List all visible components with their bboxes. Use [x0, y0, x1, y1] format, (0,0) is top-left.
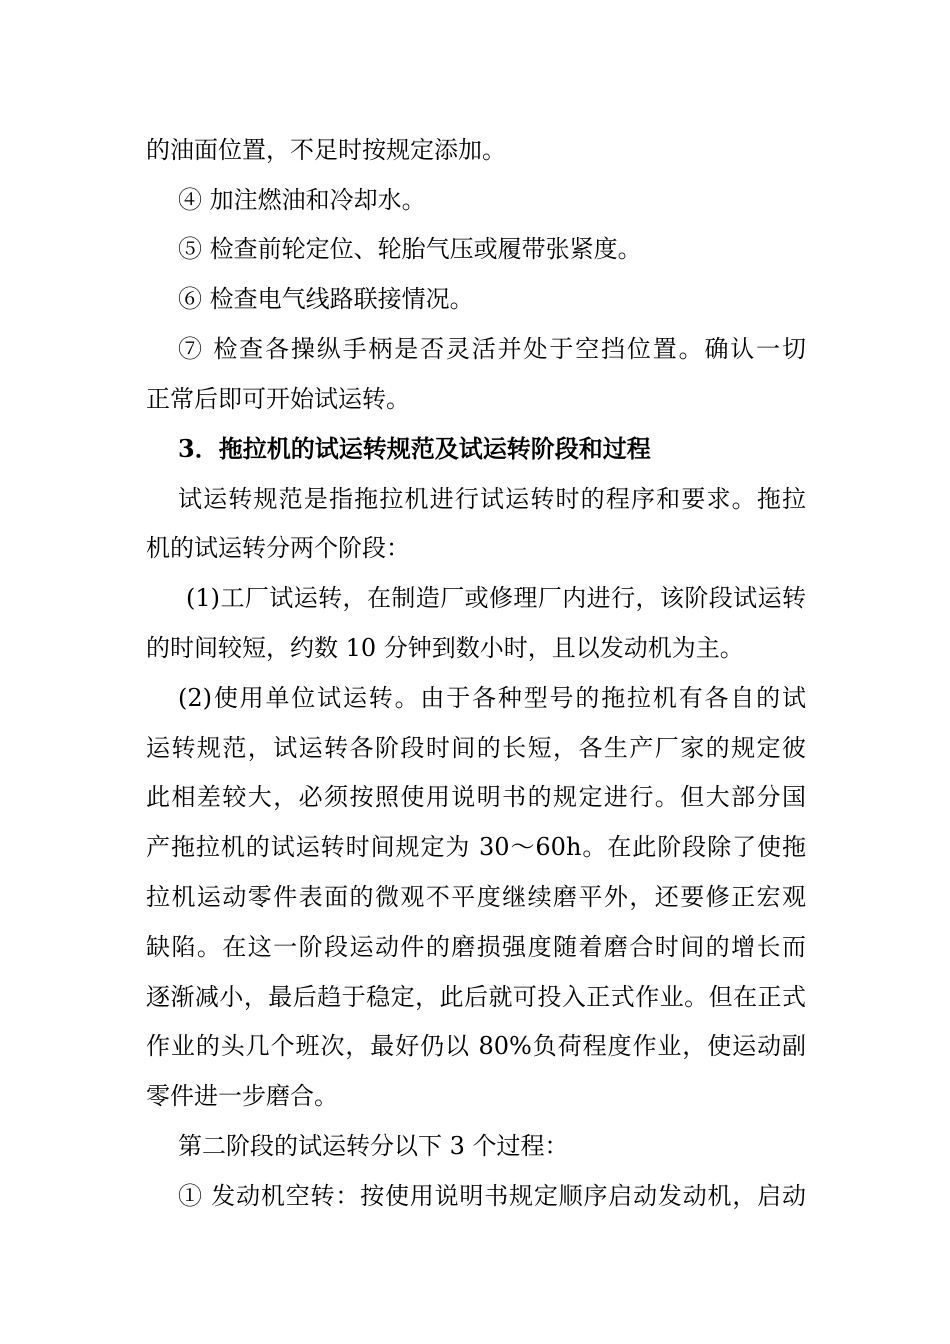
- list-item-6: ⑥ 检查电气线路联接情况。: [178, 285, 474, 313]
- process-item-1: ① 发动机空转：按使用说明书规定顺序启动发动机，启动: [178, 1182, 806, 1210]
- paragraph-line: 拉机运动零件表面的微观不平度继续磨平外，还要修正宏观: [146, 883, 806, 911]
- paragraph-line: 零件进一步磨合。: [146, 1082, 338, 1110]
- paragraph-line: 逐渐减小，最后趋于稳定，此后就可投入正式作业。但在正式: [146, 983, 806, 1011]
- section-heading: 3．拖拉机的试运转规范及试运转阶段和过程: [178, 434, 651, 463]
- stage-two-line: (2)使用单位试运转。由于各种型号的拖拉机有各自的试: [178, 684, 806, 712]
- list-item-5: ⑤ 检查前轮定位、轮胎气压或履带张紧度。: [178, 235, 642, 263]
- paragraph-line: 机的试运转分两个阶段：: [146, 534, 410, 562]
- paragraph-line: 产拖拉机的试运转时间规定为 30～60h。在此阶段除了使拖: [146, 833, 806, 861]
- paragraph-line: 此相差较大，必须按照使用说明书的规定进行。但大部分国: [146, 783, 806, 811]
- paragraph-line: 正常后即可开始试运转。: [146, 385, 410, 413]
- paragraph-line: 第二阶段的试运转分以下 3 个过程：: [178, 1132, 569, 1160]
- paragraph-line: 缺陷。在这一阶段运动件的磨损强度随着磨合时间的增长而: [146, 933, 806, 961]
- list-item-7: ⑦ 检查各操纵手柄是否灵活并处于空挡位置。确认一切: [178, 335, 806, 363]
- list-item-4: ④ 加注燃油和冷却水。: [178, 186, 426, 214]
- stage-one-line: (1)工厂试运转，在制造厂或修理厂内进行，该阶段试运转: [178, 584, 806, 612]
- paragraph-line: 试运转规范是指拖拉机进行试运转时的程序和要求。拖拉: [178, 485, 806, 513]
- paragraph-line: 的时间较短，约数 10 分钟到数小时，且以发动机为主。: [146, 634, 744, 662]
- paragraph-line: 运转规范，试运转各阶段时间的长短，各生产厂家的规定彼: [146, 734, 806, 762]
- paragraph-line: 作业的头几个班次，最好仍以 80%负荷程度作业，使运动副: [146, 1032, 806, 1060]
- paragraph-line: 的油面位置，不足时按规定添加。: [146, 136, 506, 164]
